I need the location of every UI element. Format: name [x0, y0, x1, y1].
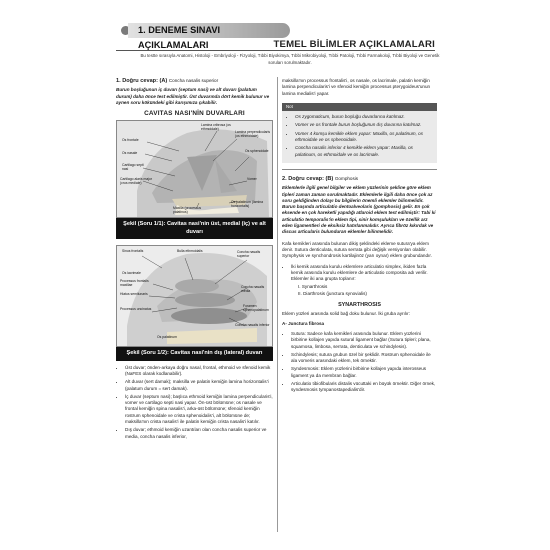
fig2-label: Bulla ethmoidalis: [177, 249, 203, 254]
list-item: • Concha nasalis inferior 4 kemikle eklem yapar: Maxilla, os palatinum, os ethmoidale ve os lacrimale.: [295, 145, 431, 158]
fig1-label: Lamina cribrosa (os ethmoidale): [201, 123, 231, 132]
list-item: • Vomer 4 komşu kemikle eklem yapar: Maxilla, os palatinum, os ethmoidale ve os sphenoidale.: [295, 131, 431, 144]
fig1-label: Os palatinum (lamina horizontalis): [231, 200, 264, 209]
list-item: • Os zygomaticum, burun boşluğu duvarlarına katılmaz.: [295, 114, 431, 120]
fig1-label: Cartilago alaris major (crus mediale): [120, 177, 153, 186]
fig2-label: Processus uncinatus: [120, 307, 152, 312]
figure2-caption: Şekil (Soru 1/2): Cavitas nasi'nin dış (lateral) duvarı: [116, 347, 273, 360]
roman-item: I. Synarthrosis: [298, 284, 328, 290]
figure1-caption: Şekil (Soru 1/1): Cavitas nasi'nin üst, medial (iç) ve alt duvarı: [116, 218, 273, 239]
list-item: • İki kemik arasında kurulu eklemlere articulatio simplex, ikiden fazla kemik arasında kurulu eklemlere de articulatio composita adı verilir. Eklemler iki ana grupta toplanır:: [291, 264, 437, 283]
right-column: [282, 78, 437, 396]
fig2-label: Foramen sphenopalatinum: [243, 304, 269, 313]
fig1-label: Cartilago septi nasi: [122, 163, 144, 172]
list-item: • Vomer ve os frontale burun boşluğunun dış duvarına katılmaz.: [295, 122, 431, 128]
note-list: [282, 111, 437, 163]
left-column: [116, 78, 273, 442]
list-item: • Üst duvar; önden-arkaya doğru nasal, frontal, ethmoid ve sfenoid kemik (NaFES olarak kodlanabilir).: [125, 365, 273, 378]
list-item: • İç duvar (septum nasi); başlıca ethmoid kemiğin lamina perpendicularis'i, vomer ve cartilago septi nasi yapar. Ön-üst bölümüne; os nasale ve frontal kemiğin spina nasalis'i, arka-üst bölümüne; sfenoid kemiğin rostrum sphenoidale ve crista sphenoidalis'i, alt bölümüne de; maksilla'nın crista nasalis'i ile palatin kemiğin crista nasalis'i katılır.: [125, 394, 273, 425]
fig2-label: Os lacrimale: [122, 271, 141, 276]
section-banner: 1. DENEME SINAVI AÇIKLAMALARI: [128, 23, 290, 38]
answer2-heading: [282, 176, 437, 182]
fig2-label: Processus frontalis maxillae: [120, 279, 149, 288]
answer1-heading: [116, 78, 273, 84]
fig1-label: Maxilla (processus palatinus): [173, 206, 202, 215]
intro-text: Bu testte sırasıyla Anatomi, Histoloji - Embriyoloji - Fizyoloji, Tıbbi Biyokimya, Tıbbi Mikrobiyoloji, Tıbbi Patoloji, Tıbbi Farmakoloji, Tıbbi Biyoloji ve Genetik soruları sorulmaktadır.: [140, 53, 440, 65]
answer2-lead: Eklemlerle ilgili genel bilgiler ve eklem yüzlerinin şekline göre eklem tipleri zaman zaman sorulmaktadır. Eklemlerle ilgili daha önce çok az soru geldiğinden dolayı bu bilgilerin önemli eklemler bilinmelidir. Burun başında articulatio dentoalveolaris (gomphosis) gelir. En çok eksende en çok hareketli yapıdığı atlaroid eklem test edilmiştir: Tabi ki articulatio temporalis'in eklem tipi, sinir komşulukları ve özellik arz eden ligamentleri de eksiksiz hatırlanmalıdır. Ayrıca fibröz kıkırdak ve discus articularis bulunduran eklemler bilinmelidir.: [282, 185, 436, 235]
figure1: [116, 120, 273, 218]
roman-item: II. Diarthrosis (junctura synovialis): [298, 290, 367, 296]
fig1-label: Os frontale: [122, 138, 139, 143]
sutura-paragraph: Kafa kemikleri arasında bulunan dikiş şeklindeki ekleme sutura'ya eklem denir. Sutura denticulata, sutura serrata gibi değişik versiyonları olabilir. Symphysis ve synchondrosis kartilajinöz (yarı oynar) eklem grubundandır.: [282, 240, 432, 259]
answer1-answer: Concha nasalis superior: [168, 78, 219, 83]
list-item: • Schindylesis; sutura grubun özel bir şeklidir. Rostrum sphenoidale ile ala vomeris arasındaki eklem, tek örnektir.: [291, 352, 437, 365]
fig1-label: Os sphenoidale: [245, 149, 269, 154]
fig2-label: Os palatinum: [157, 335, 177, 340]
list-item: • Dış duvar; ethmoid kemiğin uzantıları olan concha nasalis superior ve media, concha nasalis inferior,: [125, 427, 273, 440]
synarthrosis-intro: Eklem yüzleri arasında solid bağ doku bulunur. İki gruba ayrılır:: [282, 311, 410, 317]
note-header: Not: [282, 103, 437, 111]
fig2-label: Sinus frontalis: [122, 249, 144, 254]
fig1-label: Lamina perpendicularis (os ethmoidale): [235, 130, 271, 139]
list-item: • Articulatio tibiofibularis distalis vücuttaki en büyük örnektir. Diğer örnek, syndesmosis tympanostapedialis'dir.: [291, 381, 437, 394]
continued-text: maksilla'nın processus frontalis'i, os nasale, os lacrimale, palatin kemiğin lamina perpendicularis'i ve sfenoid kemiğin processus pterygoideus'unun lamina medialis'i yapar.: [282, 78, 431, 96]
figure2: [116, 245, 273, 347]
list-item: • Sutura: Sadece kafa kemikleri arasında bulunur. Eklem yüzlerini birbirine kollajen yapıda sutural ligament bağlar (Sutura tipleri; plana, squamosa, limbosa, serrata, denticulata ve schindylesis).: [291, 331, 437, 350]
fig2-label: Hiatus semilunaris: [120, 292, 148, 297]
fibrosa-list: [282, 331, 437, 394]
answer1-lead: Burun boşluğunun iç duvarı (septum nasi) ve alt duvarı (palatum durum) daha önce test edilmiştir. Üst duvarında dört kemik bulunur ve aynen soru kökündeki gibi karışımıza çıkabilir.: [116, 87, 270, 105]
wall-bullets: [116, 365, 273, 440]
fig2-label: Concha nasalis inferior: [235, 323, 270, 328]
fig1-label: Os nasale: [122, 151, 138, 156]
list-item: • Syndesmosis: Eklem yüzlerini birbirine kollajen yapıda interosseus ligament ya da membran bağlar.: [291, 366, 437, 379]
answer2-label: 2. Doğru cevap: (B): [282, 175, 334, 182]
title-rule: [116, 50, 435, 51]
list-item: • Alt duvar (sert damak); maksilla ve palatin kemiğin lamina horizontalis'i (palatum durum = sert damak).: [125, 379, 273, 392]
column-divider: [277, 77, 278, 532]
page-title: TEMEL BİLİMLER AÇIKLAMALARI: [273, 39, 435, 50]
fig2-label: Concha nasalis superior: [237, 250, 261, 259]
joint-bullets: [282, 264, 437, 283]
answer2-answer: Gomphosis: [334, 175, 359, 181]
fig1-label: Vomer: [247, 177, 257, 182]
section-divider: [282, 169, 437, 170]
fibrosa-heading: A- Junctura fibrosa: [282, 320, 325, 326]
figure1-title: CAVITAS NASI'NİN DUVARLARI: [144, 110, 245, 118]
answer1-label: 1. Doğru cevap: (A): [116, 78, 168, 84]
note-box: [282, 103, 437, 163]
fig2-label: Concha nasalis media: [241, 285, 265, 294]
synarthrosis-heading: SYNARTHROSIS: [338, 302, 381, 309]
